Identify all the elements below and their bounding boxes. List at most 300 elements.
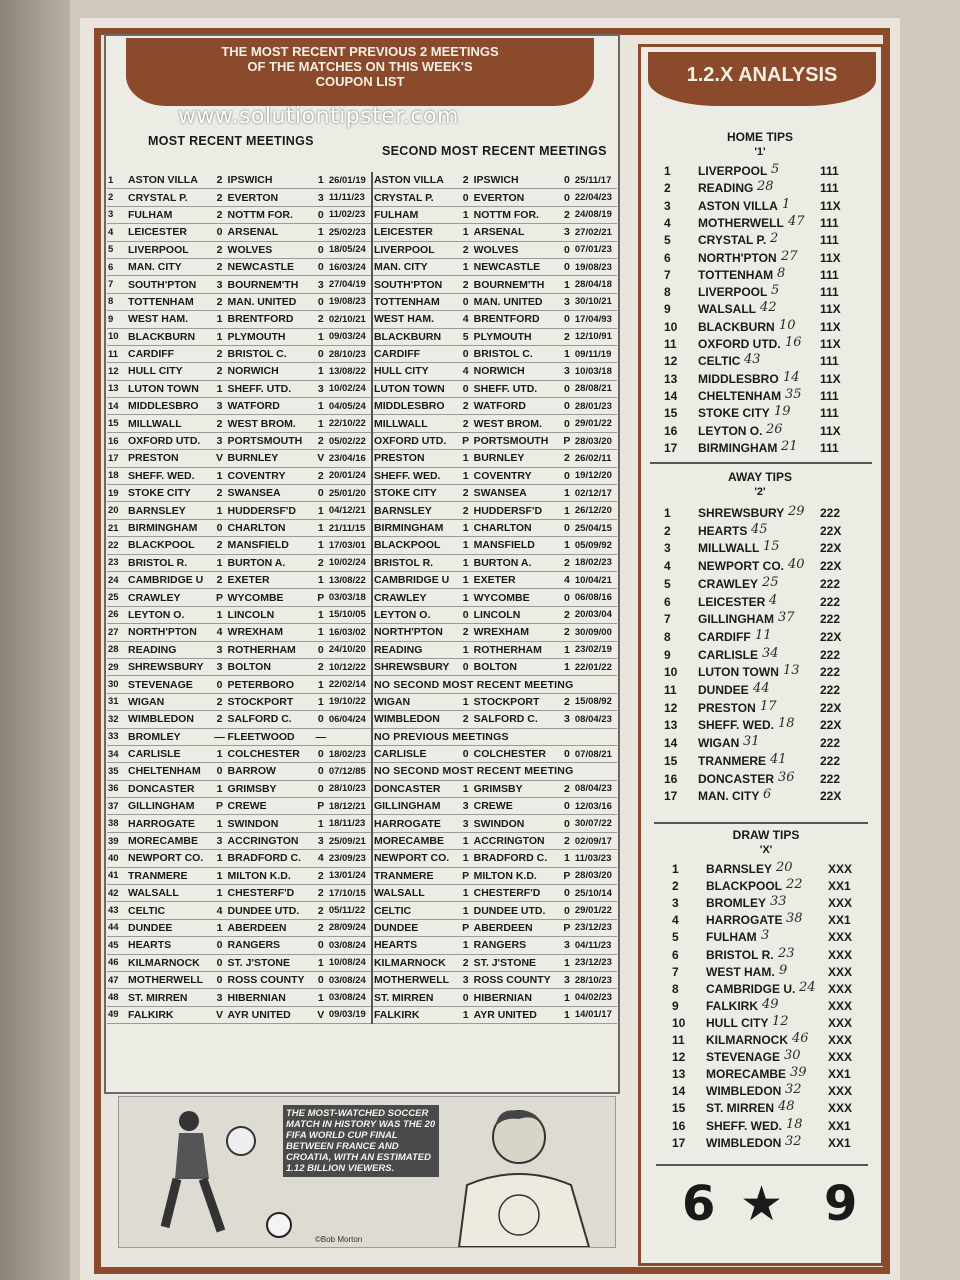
second-home-team: BARNSLEY	[372, 502, 459, 519]
away-score: 0	[314, 745, 328, 762]
second-away-score: 0	[560, 519, 574, 536]
second-home-team: CARDIFF	[372, 345, 459, 362]
tip-code: XX1	[828, 913, 851, 928]
home-team: BARNSLEY	[127, 502, 213, 519]
match-date: 19/10/22	[328, 693, 372, 710]
second-home-score: 3	[459, 971, 473, 988]
tip-number: 17	[672, 1135, 686, 1150]
cartoon-panel	[118, 1096, 616, 1248]
tip-row	[664, 789, 864, 806]
second-away-score: 4	[560, 571, 574, 588]
match-date: 24/10/20	[328, 641, 372, 658]
home-score: 1	[213, 745, 227, 762]
row-number: 36	[107, 780, 127, 797]
second-home-score: P	[459, 919, 473, 936]
away-score: 1	[314, 676, 328, 693]
tip-number: 2	[664, 181, 671, 196]
row-number: 26	[107, 606, 127, 623]
tip-row	[664, 506, 864, 523]
second-home-team: SHEFF. WED.	[372, 467, 459, 484]
away-score: 1	[314, 815, 328, 832]
second-home-team: HULL CITY	[372, 363, 459, 380]
match-date: 16/03/24	[328, 258, 372, 275]
away-score: V	[314, 450, 328, 467]
handwritten-number: 17	[760, 698, 777, 714]
tip-team: HULL CITY	[706, 1015, 769, 1030]
second-home-team: PRESTON	[372, 450, 459, 467]
tip-team: READING	[698, 181, 754, 196]
banner-line-2: OF THE MATCHES ON THIS WEEK'S	[247, 59, 473, 74]
second-away-team: PLYMOUTH	[473, 328, 560, 345]
tip-number: 10	[664, 319, 678, 334]
second-home-score: 2	[459, 172, 473, 189]
second-home-team: LUTON TOWN	[372, 380, 459, 397]
tip-number: 8	[664, 285, 671, 300]
tip-row	[664, 627, 864, 647]
away-score: 1	[314, 571, 328, 588]
second-away-score: 2	[560, 693, 574, 710]
second-away-score: 0	[560, 241, 574, 258]
second-match-date: 24/08/19	[574, 206, 617, 223]
second-away-score: 0	[560, 172, 574, 189]
away-score: 3	[314, 832, 328, 849]
tip-number: 12	[664, 354, 678, 369]
second-away-score: 2	[560, 832, 574, 849]
home-score: 2	[213, 241, 227, 258]
tip-number: 1	[664, 164, 671, 178]
home-score: 1	[213, 919, 227, 936]
home-team: CHELTENHAM	[127, 763, 213, 780]
tip-code: 22X	[820, 629, 842, 644]
handwritten-number: 30	[784, 1048, 801, 1064]
second-home-team: BIRMINGHAM	[372, 519, 459, 536]
home-score: 1	[213, 885, 227, 902]
second-home-team: NEWPORT CO.	[372, 850, 459, 867]
tip-row	[664, 421, 864, 441]
row-number: 29	[107, 658, 127, 675]
meeting-row	[107, 589, 617, 606]
row-number: 3	[107, 206, 127, 223]
second-match-date: 04/11/23	[574, 937, 617, 954]
tip-team: DONCASTER	[698, 771, 775, 786]
second-match-date: 19/08/23	[574, 258, 617, 275]
second-home-team: MILLWALL	[372, 415, 459, 432]
meeting-row	[107, 850, 617, 867]
second-away-score: 0	[560, 745, 574, 762]
tip-number: 5	[664, 576, 671, 591]
row-number: 19	[107, 485, 127, 502]
home-team: NEWPORT CO.	[127, 850, 213, 867]
match-date: 04/12/21	[328, 502, 372, 519]
match-date: 15/10/05	[328, 606, 372, 623]
match-date: 03/08/24	[328, 937, 372, 954]
second-home-score: 1	[459, 780, 473, 797]
away-team: BRISTOL C.	[227, 345, 314, 362]
away-team: SWANSEA	[227, 485, 314, 502]
away-team: BOLTON	[227, 658, 314, 675]
second-away-team: BRISTOL C.	[473, 345, 560, 362]
second-away-score: 0	[560, 902, 574, 919]
second-away-team: COLCHESTER	[473, 745, 560, 762]
handwritten-number: 5	[771, 283, 780, 299]
away-score: 2	[314, 554, 328, 571]
handwritten-number: 27	[781, 248, 798, 264]
tip-number: 8	[672, 981, 679, 996]
home-score: P	[213, 589, 227, 606]
second-home-team: STOKE CITY	[372, 485, 459, 502]
tip-row	[672, 1133, 872, 1153]
meeting-row	[107, 241, 617, 258]
tip-code: XX1	[828, 1135, 851, 1150]
home-team: MORECAMBE	[127, 832, 213, 849]
tip-number: 1	[664, 506, 671, 520]
second-home-score: 1	[459, 1006, 473, 1023]
second-away-score: P	[560, 919, 574, 936]
tip-number: 11	[664, 337, 677, 351]
home-score: 1	[213, 502, 227, 519]
second-match-date: 04/02/23	[574, 989, 617, 1006]
tip-number: 11	[664, 683, 677, 697]
meeting-row	[107, 276, 617, 293]
second-away-team: CREWE	[473, 798, 560, 815]
home-score: 3	[213, 832, 227, 849]
second-away-team: ACCRINGTON	[473, 832, 560, 849]
tip-team: CARDIFF	[698, 629, 751, 644]
row-number: 5	[107, 241, 127, 258]
home-score: 0	[213, 937, 227, 954]
tip-team: BRISTOL R.	[706, 947, 774, 962]
away-score: 0	[314, 641, 328, 658]
tip-team: WIMBLEDON	[706, 1135, 782, 1150]
second-away-team: MAN. UNITED	[473, 293, 560, 310]
tip-code: XXX	[828, 1101, 853, 1116]
home-team: CARLISLE	[127, 745, 213, 762]
tip-team: STOKE CITY	[698, 406, 770, 421]
row-number: 28	[107, 641, 127, 658]
second-home-team: HARROGATE	[372, 815, 459, 832]
handwritten-number: 48	[778, 1099, 795, 1115]
handwritten-number: 8	[777, 265, 786, 281]
match-date: 20/01/24	[328, 467, 372, 484]
tip-team: BLACKBURN	[698, 319, 775, 334]
website-watermark: www.solutiontipster.com	[178, 104, 459, 129]
match-date: 25/02/23	[328, 224, 372, 241]
second-home-score: 1	[459, 206, 473, 223]
second-home-team: FALKIRK	[372, 1006, 459, 1023]
second-home-score: 1	[459, 467, 473, 484]
tip-number: 6	[672, 947, 679, 962]
away-team: CHESTERF'D	[227, 885, 314, 902]
home-team: FALKIRK	[127, 1006, 213, 1023]
home-score: 0	[213, 954, 227, 971]
home-score: 0	[213, 676, 227, 693]
handwritten-number: 28	[757, 179, 774, 195]
home-team: HEARTS	[127, 937, 213, 954]
home-team: TOTTENHAM	[127, 293, 213, 310]
meeting-row	[107, 919, 617, 936]
tip-team: MIDDLESBRO	[698, 371, 779, 386]
tip-row	[664, 769, 864, 789]
tip-code: 11X	[820, 371, 841, 386]
banner-line-1: THE MOST RECENT PREVIOUS 2 MEETINGS	[221, 44, 499, 59]
match-date: 22/02/14	[328, 676, 372, 693]
away-score: 0	[314, 971, 328, 988]
second-away-score: 0	[560, 589, 574, 606]
meeting-row	[107, 832, 617, 849]
meeting-row	[107, 885, 617, 902]
second-home-team: CELTIC	[372, 902, 459, 919]
home-tips-sub: '1'	[754, 146, 766, 158]
home-team: DUNDEE	[127, 919, 213, 936]
tip-number: 16	[672, 1118, 686, 1133]
second-match-date: 12/03/16	[574, 798, 617, 815]
second-match-date: 12/10/91	[574, 328, 617, 345]
away-score: V	[314, 1006, 328, 1023]
second-home-score: 1	[459, 554, 473, 571]
meeting-row	[107, 745, 617, 762]
home-score: 2	[213, 206, 227, 223]
handwritten-number: 5	[771, 162, 780, 177]
match-date: 05/02/22	[328, 432, 372, 449]
match-date: 11/02/23	[328, 206, 372, 223]
tip-row	[672, 1084, 872, 1101]
second-home-score: 4	[459, 363, 473, 380]
home-score: 0	[213, 519, 227, 536]
row-number: 37	[107, 798, 127, 815]
second-home-score: 2	[459, 624, 473, 641]
tip-team: SHEFF. WED.	[698, 718, 775, 733]
away-score: 3	[314, 380, 328, 397]
meeting-row	[107, 780, 617, 797]
handwritten-number: 12	[772, 1013, 789, 1029]
meeting-row	[107, 485, 617, 502]
away-team: IPSWICH	[227, 172, 314, 189]
tip-row	[664, 248, 864, 268]
tip-code: XXX	[828, 1084, 853, 1099]
tip-row	[664, 181, 864, 198]
second-away-team: ARSENAL	[473, 224, 560, 241]
tip-code: XXX	[828, 1050, 853, 1065]
tip-row	[664, 541, 864, 558]
row-number: 4	[107, 224, 127, 241]
tip-number: 16	[664, 771, 678, 786]
tip-code: XXX	[828, 1015, 853, 1030]
meeting-row	[107, 641, 617, 658]
home-score: 1	[213, 380, 227, 397]
second-home-score: 1	[459, 589, 473, 606]
home-score: —	[213, 728, 227, 745]
second-home-team: ST. MIRREN	[372, 989, 459, 1006]
home-score: 1	[213, 311, 227, 328]
second-away-score: 1	[560, 485, 574, 502]
away-score: 3	[314, 276, 328, 293]
away-tips-sub: '2'	[754, 486, 766, 498]
second-home-score: P	[459, 867, 473, 884]
meeting-row	[107, 728, 617, 745]
away-team: GRIMSBY	[227, 780, 314, 797]
match-date: 10/12/22	[328, 658, 372, 675]
home-score: 1	[213, 606, 227, 623]
row-number: 21	[107, 519, 127, 536]
row-number: 40	[107, 850, 127, 867]
tip-code: 111	[820, 354, 839, 369]
match-date: 10/02/24	[328, 554, 372, 571]
row-number: 44	[107, 919, 127, 936]
tip-number: 17	[664, 789, 678, 804]
second-match-date: 08/04/23	[574, 780, 617, 797]
away-score: 0	[314, 763, 328, 780]
home-team: MOTHERWELL	[127, 971, 213, 988]
second-match-date: 11/03/23	[574, 850, 617, 867]
handwritten-number: 3	[761, 928, 770, 944]
handwritten-number: 23	[778, 945, 795, 961]
handwritten-number: 36	[778, 769, 795, 785]
tip-team: LIVERPOOL	[698, 285, 768, 300]
tip-row	[672, 862, 872, 879]
away-score: 1	[314, 954, 328, 971]
away-score: 1	[314, 363, 328, 380]
second-home-score: 0	[459, 293, 473, 310]
home-score: 0	[213, 971, 227, 988]
away-team: SHEFF. UTD.	[227, 380, 314, 397]
tip-team: MILLWALL	[698, 541, 760, 556]
tip-code: 111	[820, 233, 839, 248]
second-away-score: P	[560, 432, 574, 449]
tip-code: XX1	[828, 879, 851, 894]
tip-code: 11X	[820, 337, 841, 351]
tip-number: 1	[672, 862, 679, 876]
meeting-row	[107, 798, 617, 815]
meeting-row	[107, 554, 617, 571]
handwritten-number: 6	[763, 787, 772, 803]
divider-away-draw	[654, 822, 868, 824]
handwritten-number: 34	[762, 645, 779, 661]
tip-team: LUTON TOWN	[698, 665, 779, 680]
away-team: COLCHESTER	[227, 745, 314, 762]
tip-code: 111	[820, 164, 839, 178]
match-date: 16/03/02	[328, 624, 372, 641]
home-team: ASTON VILLA	[127, 172, 213, 189]
player-right-figure	[459, 1110, 589, 1247]
match-date: 10/08/24	[328, 954, 372, 971]
second-away-team: IPSWICH	[473, 172, 560, 189]
tip-number: 5	[664, 233, 671, 248]
home-team: WIGAN	[127, 693, 213, 710]
home-score: 2	[213, 293, 227, 310]
tip-team: FULHAM	[706, 930, 757, 945]
second-home-team: NORTH'PTON	[372, 624, 459, 641]
home-team: LIVERPOOL	[127, 241, 213, 258]
second-away-team: ROSS COUNTY	[473, 971, 560, 988]
second-match-date: 18/02/23	[574, 554, 617, 571]
tip-team: TRANMERE	[698, 753, 766, 768]
tip-team: CAMBRIDGE U.	[706, 981, 796, 996]
second-away-score: 0	[560, 380, 574, 397]
second-away-team: RANGERS	[473, 937, 560, 954]
second-match-date: 14/01/17	[574, 1006, 617, 1023]
away-score: 2	[314, 467, 328, 484]
tip-row	[664, 438, 864, 458]
second-home-score: 3	[459, 798, 473, 815]
away-score: 1	[314, 989, 328, 1006]
match-date: 07/12/85	[328, 763, 372, 780]
away-score: 2	[314, 919, 328, 936]
meeting-row	[107, 571, 617, 588]
match-date: 18/12/21	[328, 798, 372, 815]
tip-team: SHEFF. WED.	[706, 1118, 783, 1133]
second-away-score: 2	[560, 780, 574, 797]
home-team: SHEFF. WED.	[127, 467, 213, 484]
tip-code: 222	[820, 753, 841, 768]
away-team: EVERTON	[227, 189, 314, 206]
tip-number: 15	[664, 406, 678, 421]
row-number: 22	[107, 537, 127, 554]
second-away-score: P	[560, 867, 574, 884]
second-away-team: BOURNEM'TH	[473, 276, 560, 293]
tip-number: 8	[664, 629, 671, 644]
tip-team: CARLISLE	[698, 647, 758, 662]
handwritten-number: 19	[774, 404, 791, 420]
match-date: 13/08/22	[328, 363, 372, 380]
meeting-row	[107, 172, 617, 189]
handwritten-number: 15	[763, 539, 780, 555]
match-date: 03/08/24	[328, 971, 372, 988]
meeting-row	[107, 258, 617, 275]
row-number: 9	[107, 311, 127, 328]
tip-number: 13	[672, 1067, 686, 1082]
home-score: 3	[213, 432, 227, 449]
match-date: 17/03/01	[328, 537, 372, 554]
second-match-date: 30/09/00	[574, 624, 617, 641]
tip-row	[664, 612, 864, 629]
meeting-row	[107, 867, 617, 884]
tip-team: GILLINGHAM	[698, 612, 774, 627]
home-team: KILMARNOCK	[127, 954, 213, 971]
handwritten-number: 9	[779, 962, 788, 978]
handwritten-number: 46	[792, 1031, 809, 1046]
home-team: SOUTH'PTON	[127, 276, 213, 293]
second-home-score: 2	[459, 398, 473, 415]
away-score: 1	[314, 224, 328, 241]
handwritten-number: 43	[744, 352, 761, 368]
second-away-team: SWINDON	[473, 815, 560, 832]
second-away-score: 0	[560, 467, 574, 484]
divider-home-away	[650, 462, 872, 464]
away-score: 0	[314, 937, 328, 954]
row-number: 17	[107, 450, 127, 467]
second-home-score: 1	[459, 937, 473, 954]
second-away-team: WOLVES	[473, 241, 560, 258]
match-date: 06/04/24	[328, 711, 372, 728]
row-number: 6	[107, 258, 127, 275]
second-away-team: COVENTRY	[473, 467, 560, 484]
second-away-team: ABERDEEN	[473, 919, 560, 936]
tip-team: LEYTON O.	[698, 423, 763, 438]
away-score: 0	[314, 241, 328, 258]
second-match-date: 07/08/21	[574, 745, 617, 762]
tip-row	[672, 913, 872, 930]
away-team: PORTSMOUTH	[227, 432, 314, 449]
home-team: WEST HAM.	[127, 311, 213, 328]
second-recent-header: SECOND MOST RECENT MEETINGS	[382, 144, 607, 158]
tip-team: HEARTS	[698, 523, 748, 538]
tip-row	[664, 698, 864, 718]
away-score: —	[314, 728, 328, 745]
second-home-score: 3	[459, 815, 473, 832]
second-home-score: 1	[459, 224, 473, 241]
row-number: 11	[107, 345, 127, 362]
home-team: CARDIFF	[127, 345, 213, 362]
